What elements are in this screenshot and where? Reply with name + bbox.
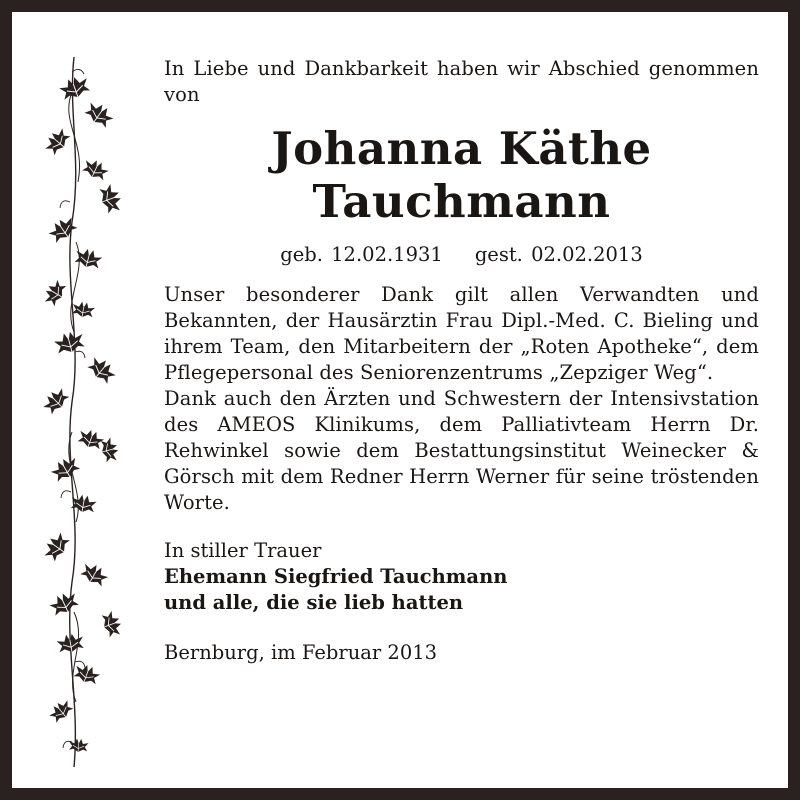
- mourning-line: In stiller Trauer: [164, 539, 322, 562]
- thanks-section: [164, 282, 759, 516]
- death-date: gest. 02.02.2013: [474, 243, 643, 266]
- deceased-name: [164, 122, 759, 228]
- name-line-1: Johanna Käthe: [271, 122, 652, 175]
- place-date: Bernburg, im Februar 2013: [164, 641, 438, 664]
- obituary-content: [164, 56, 759, 666]
- birth-date: geb. 12.02.1931: [280, 243, 443, 266]
- thanks-paragraph-1: Unser besonderer Dank gilt allen Verwandten und Bekannten, der Hausärztin Frau Dipl.-Med. C. Bieling und ihrem Team, den Mitarbeitern der „Roten Apotheke“, dem Pflegepersonal des Seniorenzentrums „Zepziger Weg“.: [164, 283, 759, 384]
- signoff: [164, 538, 759, 616]
- intro-text: In Liebe und Dankbarkeit haben wir Abschied genommen von: [164, 57, 759, 106]
- family-line-1: Ehemann Siegfried Tauchmann: [164, 565, 508, 588]
- ivy-vine-icon: [42, 52, 122, 772]
- name-line-2: Tauchmann: [312, 175, 611, 228]
- family-line-2: und alle, die sie lieb hatten: [164, 591, 464, 614]
- life-dates: [164, 242, 759, 268]
- thanks-paragraph-2: Dank auch den Ärzten und Schwestern der Intensivstation des AMEOS Klinikums, dem Palliativteam Herrn Dr. Rehwinkel sowie dem Bestattungsinstitut Weinecker & Görsch mit dem Redner Herrn Werner für seine tröstenden Worte.: [164, 387, 759, 514]
